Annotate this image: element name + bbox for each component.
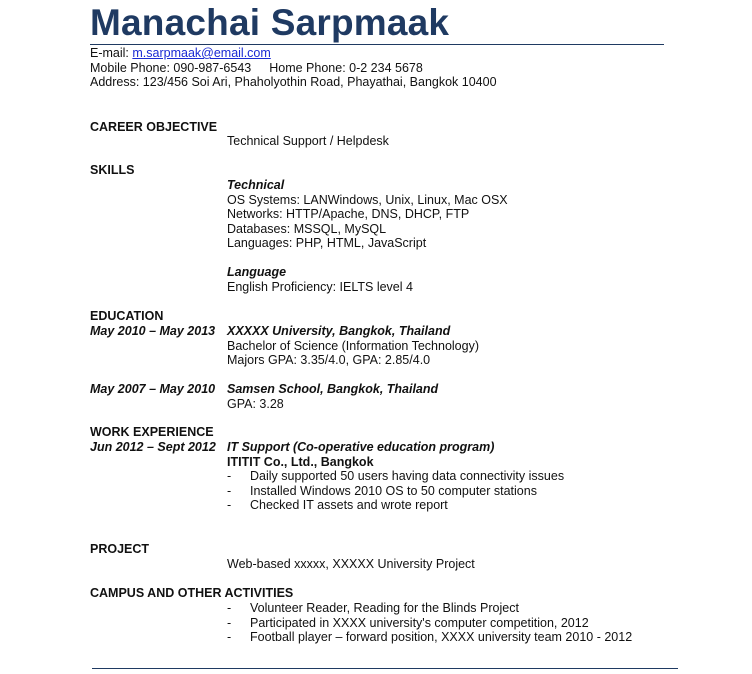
work-entry	[227, 440, 564, 513]
education-entry	[227, 382, 438, 411]
language-skills	[227, 265, 413, 294]
technical-skills-heading: Technical	[227, 178, 285, 192]
work-bullet: - Daily supported 50 users having data connectivity issues	[227, 469, 564, 484]
career-objective-heading: CAREER OBJECTIVE	[90, 120, 218, 134]
education-detail: Majors GPA: 3.35/4.0, GPA: 2.85/4.0	[227, 353, 431, 368]
email-link[interactable]: m.sarpmaak@email.com	[132, 46, 271, 60]
language-skills-heading: Language	[227, 265, 287, 279]
home-phone: Home Phone: 0-2 234 5678	[269, 60, 423, 75]
project-text: Web-based xxxxx, XXXXX University Project	[227, 557, 475, 571]
work-bullets	[227, 469, 564, 513]
education-entry	[227, 324, 479, 368]
email-label: E-mail:	[90, 46, 133, 60]
language-line: English Proficiency: IELTS level 4	[227, 279, 413, 294]
education-detail: Bachelor of Science (Information Technology)	[227, 338, 479, 353]
work-bullet: - Installed Windows 2010 OS to 50 computer stations	[227, 484, 564, 499]
education-dates: May 2007 – May 2010	[90, 382, 216, 396]
work-experience-heading: WORK EXPERIENCE	[90, 425, 214, 439]
email-line	[90, 46, 497, 61]
skills-heading: SKILLS	[90, 163, 135, 177]
technical-skills	[227, 178, 508, 251]
activities-bullets	[227, 601, 632, 645]
skill-line: Databases: MSSQL, MySQL	[227, 221, 387, 236]
phone-line	[90, 61, 497, 76]
activity-bullet: - Football player – forward position, XXXX university team 2010 - 2012	[227, 630, 632, 645]
career-objective-text: Technical Support / Helpdesk	[227, 134, 389, 148]
activity-bullet: - Volunteer Reader, Reading for the Blinds Project	[227, 601, 632, 616]
school-name: XXXXX University, Bangkok, Thailand	[227, 324, 451, 338]
company-name: ITITIT Co., Ltd., Bangkok	[227, 454, 374, 469]
skill-line: Languages: PHP, HTML, JavaScript	[227, 236, 427, 251]
skill-line: OS Systems: LANWindows, Unix, Linux, Mac OSX	[227, 192, 508, 207]
contact-block	[90, 46, 497, 90]
education-dates: May 2010 – May 2013	[90, 324, 216, 338]
activity-bullet: - Participated in XXXX university's computer competition, 2012	[227, 616, 632, 631]
education-heading: EDUCATION	[90, 309, 164, 323]
education-detail: GPA: 3.28	[227, 396, 284, 411]
header-divider	[90, 44, 664, 45]
footer-divider	[92, 668, 678, 669]
skill-line: Networks: HTTP/Apache, DNS, DHCP, FTP	[227, 207, 470, 222]
school-name: Samsen School, Bangkok, Thailand	[227, 382, 439, 396]
resume-name: Manachai Sarpmaak	[90, 2, 450, 43]
activities-heading: CAMPUS AND OTHER ACTIVITIES	[90, 586, 294, 600]
job-title: IT Support (Co-operative education program)	[227, 440, 495, 454]
work-bullet: - Checked IT assets and wrote report	[227, 498, 564, 513]
project-heading: PROJECT	[90, 542, 150, 556]
mobile-phone: Mobile Phone: 090-987-6543	[90, 60, 252, 75]
activities-entry	[227, 601, 632, 645]
work-dates: Jun 2012 – Sept 2012	[90, 440, 216, 454]
address-line: Address: 123/456 Soi Ari, Phaholyothin Road, Phayathai, Bangkok 10400	[90, 75, 497, 89]
